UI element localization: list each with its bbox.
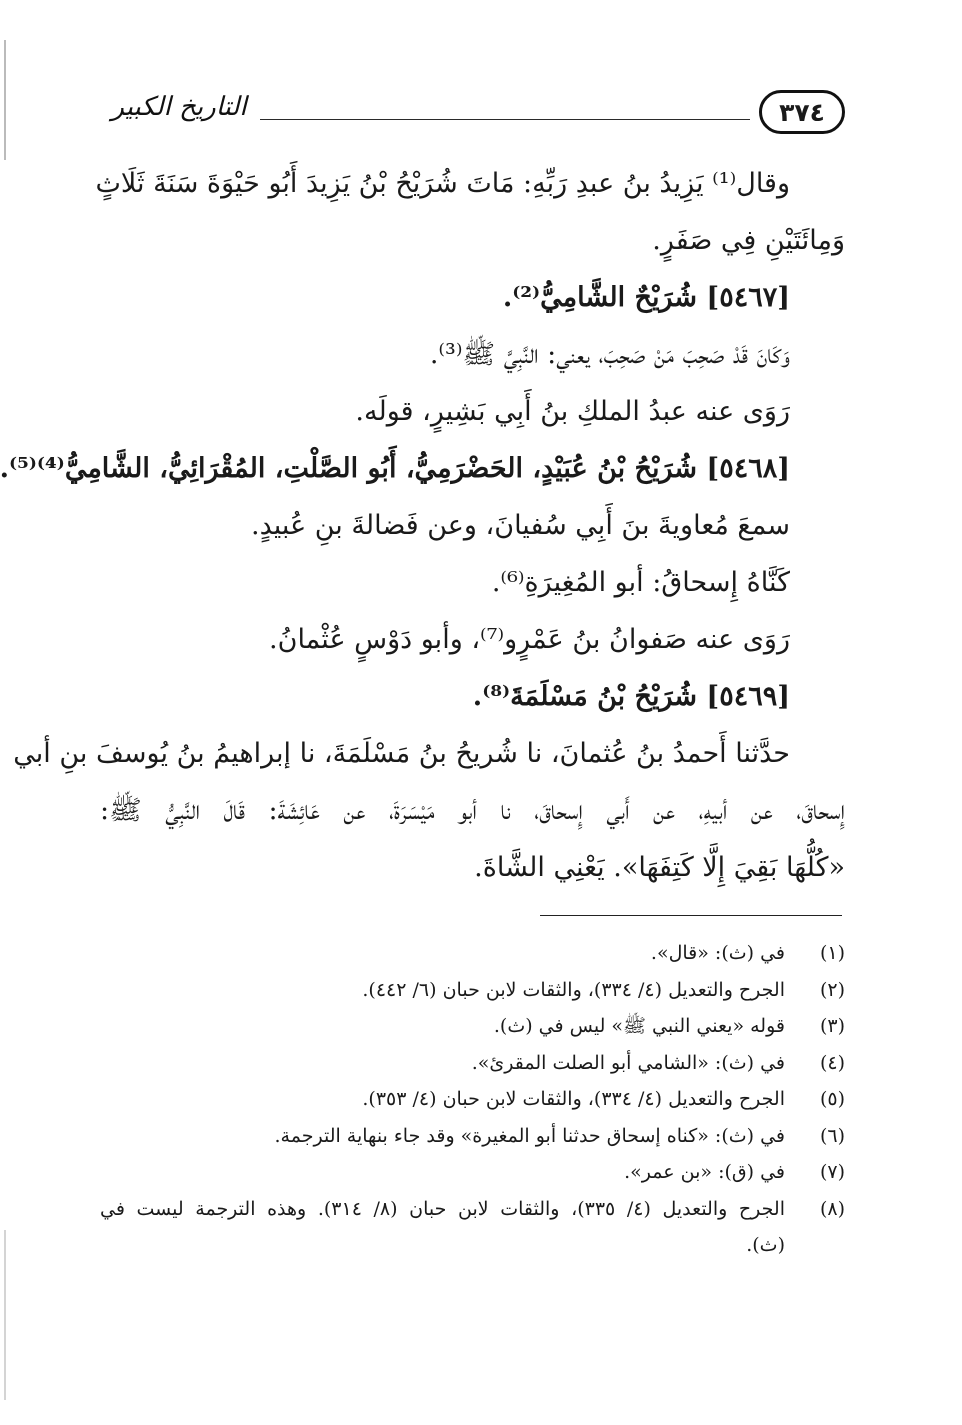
entry-heading: [٥٤٦٩] شُرَيْحُ بْنُ مَسْلَمَةَ⁽⁸⁾. <box>472 681 790 712</box>
footnote <box>100 1154 845 1191</box>
footnotes <box>100 935 845 1264</box>
footnote <box>100 1081 845 1118</box>
footnote <box>100 1008 845 1045</box>
footnote-number: (٦) <box>819 1124 845 1147</box>
footnote-text: الجرح والتعديل (٤/ ٣٣٤)، والثقات لابن حبان (٤/ ٣٥٣). <box>362 1088 785 1110</box>
text-line: رَوَى عنه عبدُ الملكِ بنُ أَبِي بَشِيرٍ، قولَه. <box>355 396 790 427</box>
entry-heading: [٥٤٦٨] شُرَيْحُ بْنُ عُبَيْدٍ، الحَضْرَمِيُّ، أَبُو الصَّلْتِ، المُقْرَائِيُّ، الشَّامِيُّ⁽⁴⁾⁽⁵⁾. <box>0 453 790 484</box>
text-line: وقال⁽¹⁾ يَزِيدُ بنُ عبدِ رَبِّهِ: مَاتَ شُرَيْحُ بْنُ يَزِيدَ أَبُو حَيْوَةَ سَنَةَ ثَلَاثٍ <box>95 168 790 199</box>
footnote-continuation: (ث). <box>746 1234 785 1256</box>
footnote-text: في (ق): «بن عمر». <box>624 1161 785 1183</box>
footnote-number: (٣) <box>819 1015 845 1037</box>
footnote-text: قوله «يعني النبي ﷺ» ليس في (ث). <box>493 1015 785 1037</box>
footnote-number: (٤) <box>819 1051 845 1074</box>
page-number: ٣٧٤ <box>759 90 845 134</box>
footnote-number: (٨) <box>819 1197 845 1220</box>
footnote-number: (١) <box>819 942 845 964</box>
footnote <box>100 972 845 1009</box>
hadith-text-line: «كُلُّهَا بَقِيَ إِلَّا كَتِفَهَا». يَعْنِي الشَّاةَ. <box>474 852 845 883</box>
text-line: حدَّثنا أَحمدُ بنُ عُثمانَ، نا شُريحُ بنُ مَسْلَمَةَ، نا إبراهيمُ بنُ يُوسفَ بنِ أبي <box>13 738 790 769</box>
footnote-text: في (ث): «الشامي أبو الصلت المقرئ». <box>471 1051 785 1074</box>
text-line: سمعَ مُعاويةَ بنَ أَبِي سُفيانَ، وعن فَضالةَ بنِ عُبيدٍ. <box>251 510 790 541</box>
footnote-number: (٥) <box>819 1088 845 1110</box>
scan-edge-mark <box>4 40 6 160</box>
footnote-text: في (ث): «قال». <box>650 942 785 964</box>
footnote <box>100 1118 845 1155</box>
scan-edge-mark <box>4 1230 6 1400</box>
footnote-text: الجرح والتعديل (٤/ ٣٣٤)، والثقات لابن حبان (٦/ ٤٤٢). <box>362 978 785 1001</box>
entry-heading: [٥٤٦٧] شُرَيْحٌ الشَّامِيُّ⁽²⁾. <box>502 282 790 313</box>
footnote-text: في (ث): «كناه إسحاق حدثنا أبو المغيرة» وقد جاء بنهاية الترجمة. <box>274 1124 785 1147</box>
header-rule <box>260 119 750 120</box>
text-line: كَنَّاهُ إِسحاقُ: أبو المُغِيرَةِ⁽⁶⁾. <box>491 567 790 598</box>
text-line: إِسحاقَ، عن أبيهِ، عن أَبي إِسحاقَ، نا أبو مَيْسَرَةَ، عن عَائِشَةَ: قَالَ النَّبِيُّ ﷺ: <box>100 795 845 826</box>
footnote <box>100 1191 845 1228</box>
footnote <box>100 1045 845 1082</box>
footnote <box>100 935 845 972</box>
footnote-number: (٧) <box>819 1161 845 1183</box>
main-text <box>0 155 845 896</box>
text-line: وَمِائَتَيْنِ فِي صَفَرٍ. <box>652 225 845 256</box>
footnote-separator <box>540 915 842 916</box>
page-header <box>100 88 845 148</box>
footnote-number: (٢) <box>819 978 845 1001</box>
text-line: رَوَى عنه صَفوانُ بنُ عَمْرٍو⁽⁷⁾، وأبو دَوْسٍ عُثْمانُ. <box>269 624 790 655</box>
text-line: وَكَانَ قَدْ صَحِبَ مَنْ صَحِبَ، يعني: النَّبِيَّ ﷺ⁽³⁾. <box>429 339 790 370</box>
footnote-text: الجرح والتعديل (٤/ ٣٣٥)، والثقات لابن حبان (٨/ ٣١٤). وهذه الترجمة ليست في <box>100 1197 785 1220</box>
running-title: التاريخ الكبير <box>111 92 247 122</box>
